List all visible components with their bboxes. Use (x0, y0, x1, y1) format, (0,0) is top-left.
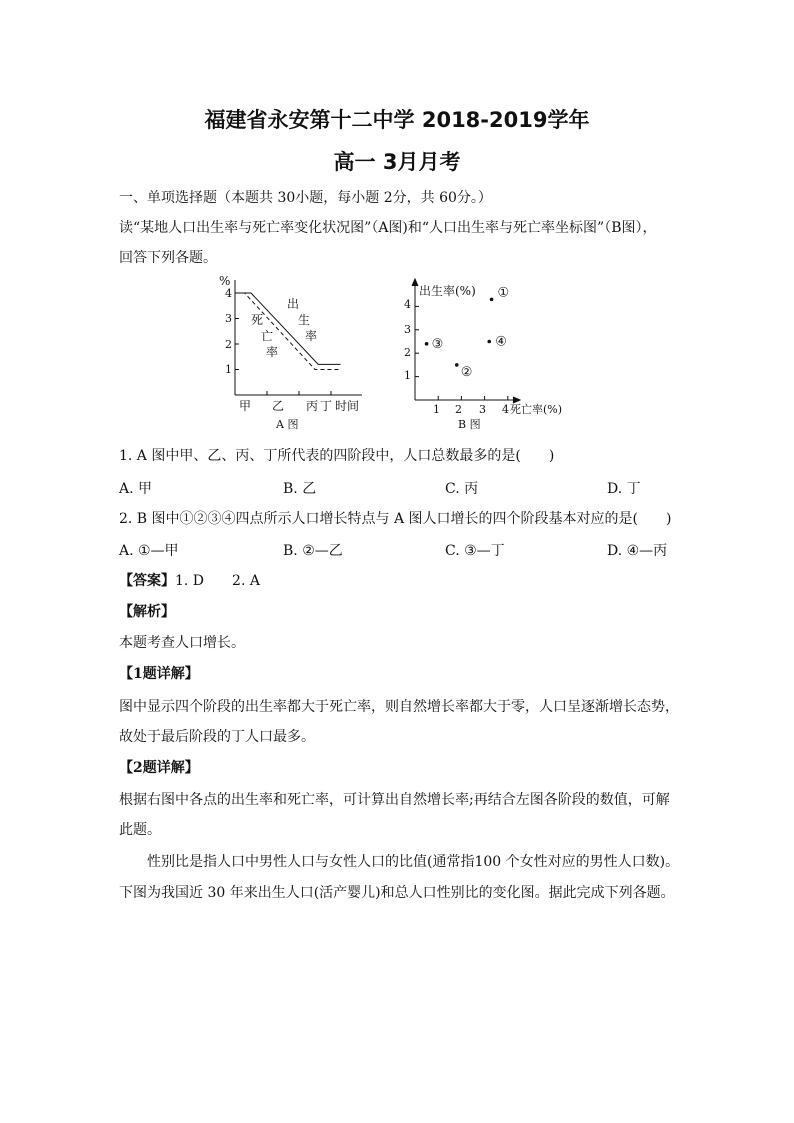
question-2-stem: 2. B 图中①②③④四点所示人口增长特点与 A 图人口增长的四个阶段基本对应的是( ) (119, 511, 672, 527)
exam-subtitle: 高一 3月月考 (333, 150, 461, 174)
figure-a-death-label-2: 亡 (261, 329, 274, 343)
figure-b-point-label: ③ (431, 336, 444, 352)
q2-option-b[interactable]: B. ②—乙 (283, 543, 343, 559)
question-intro: 读“某地人口出生率与死亡率变化状况图”（A图)和“人口出生率与死亡率坐标图”（B图）， (119, 220, 657, 236)
figure-a-y-tick: 1 (225, 363, 232, 376)
question-intro-cont: 回答下列各题。 (119, 250, 217, 266)
q1-option-c[interactable]: C. 丙 (445, 481, 479, 497)
detail-2-label: 【2题详解】 (119, 760, 199, 776)
question-1-stem: 1. A 图中甲、乙、丙、丁所代表的四阶段中，人口总数最多的是( ) (119, 448, 555, 464)
detail-2-text: 根据右图中各点的出生率和死亡率，可计算出自然增长率;再结合左图各阶段的数值，可解 (119, 792, 670, 808)
figure-a-y-tick: 3 (225, 312, 232, 325)
figure-b-point-label: ① (497, 285, 510, 301)
figure-a-death-label-3: 率 (266, 345, 279, 359)
figure-b-x-tick: 2 (455, 403, 462, 416)
next-question-intro-cont: 下图为我国近 30 年来出生人口(活产婴儿)和总人口性别比的变化图。据此完成下列各题。 (119, 885, 675, 901)
answer-text: 1. D 2. A (175, 573, 260, 589)
analysis-label: 【解析】 (119, 604, 175, 620)
q1-option-b[interactable]: B. 乙 (283, 481, 317, 497)
q1-option-a[interactable]: A. 甲 (119, 481, 153, 497)
answer-label: 【答案】 (119, 573, 175, 589)
q2-option-c[interactable]: C. ③—丁 (445, 543, 505, 559)
figure-a-x-label: 乙 (272, 399, 285, 413)
figure-a-x-label: 时间 (335, 399, 360, 413)
figure-a-birth-label-2: 生 (298, 313, 311, 327)
figure-b-point (490, 298, 494, 302)
figure-b-point-label: ② (460, 364, 473, 380)
figure-b-x-label: 死亡率(%) (510, 403, 563, 416)
detail-1-text: 图中显示四个阶段的出生率都大于死亡率，则自然增长率都大于零，人口呈逐渐增长态势， (119, 699, 679, 715)
figure-a-x-label: 丁 (320, 399, 333, 413)
figure-b-chart (392, 275, 582, 435)
section-heading: 一、单项选择题（本题共 30小题，每小题 2分，共 60分。） (119, 190, 492, 206)
figure-b-x-tick: 3 (479, 403, 486, 416)
figure-a-caption: A 图 (276, 418, 299, 431)
next-question-intro: 性别比是指人口中男性人口与女性人口的比值(通常指100 个女性对应的男性人口数)。 (147, 854, 680, 870)
figure-a-birth-label-1: 出 (287, 297, 300, 311)
answer-line (119, 571, 679, 591)
figure-a-death-label-1: 死 (251, 313, 264, 327)
figure-a-chart (210, 270, 380, 435)
figure-a-y-tick: 2 (225, 338, 232, 351)
figure-a-y-unit: % (219, 274, 231, 288)
figure-b-caption: B 图 (458, 418, 481, 431)
q1-option-d[interactable]: D. 丁 (607, 481, 641, 497)
figure-b-y-tick: 3 (404, 323, 411, 336)
figure-a-y-tick: 4 (225, 287, 232, 300)
figure-b-y-tick: 4 (404, 298, 411, 311)
figure-b-point (455, 363, 459, 367)
exam-title: 福建省永安第十二中学 2018-2019学年 (204, 108, 590, 132)
figure-b-y-tick: 2 (404, 346, 411, 359)
detail-1-text-cont: 故处于最后阶段的丁人口最多。 (119, 729, 315, 745)
q2-option-a[interactable]: A. ①—甲 (119, 543, 179, 559)
detail-1-label: 【1题详解】 (119, 666, 199, 682)
figure-b-y-tick: 1 (404, 369, 411, 382)
figure-b-point (425, 342, 429, 346)
figure-b-y-arrow (412, 279, 418, 286)
figure-a-x-label: 甲 (239, 399, 252, 413)
figure-b-y-label: 出生率(%) (419, 284, 476, 298)
figure-b-point (487, 340, 491, 344)
figure-b-point-label: ④ (495, 334, 507, 350)
q2-option-d[interactable]: D. ④—丙 (607, 543, 668, 559)
figure-b-x-tick: 1 (433, 403, 440, 416)
figure-b-x-tick: 4 (502, 403, 509, 416)
figure-a-x-label: 丙 (306, 399, 319, 413)
detail-2-text-cont: 此题。 (119, 822, 161, 838)
analysis-text: 本题考查人口增长。 (119, 635, 245, 651)
figure-a-birth-label-3: 率 (305, 329, 318, 343)
